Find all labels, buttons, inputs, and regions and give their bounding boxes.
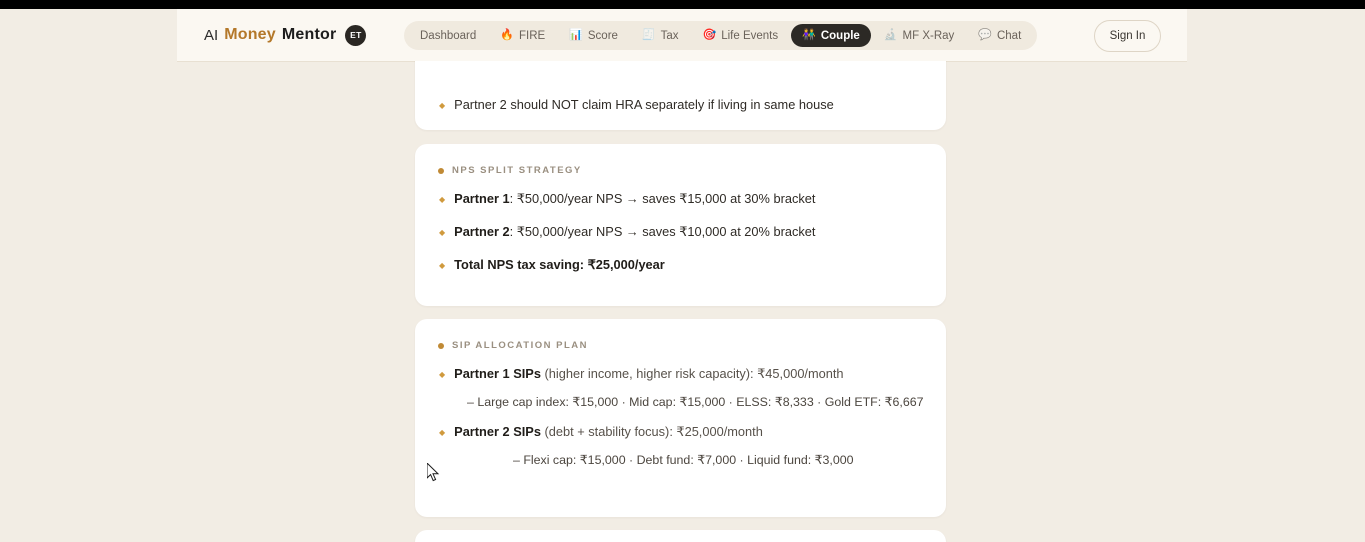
nps-partner1-label: Partner 1 [454,191,510,206]
nav-label-couple: Couple [820,29,860,42]
sip-card-title: SIP ALLOCATION PLAN [452,340,588,351]
nav-item-fire[interactable] [489,24,556,47]
sip-partner2-detail: (debt + stability focus): ₹25,000/month [540,424,763,439]
nav-label-chat: Chat [996,29,1022,42]
sip-partner1-label: Partner 1 SIPs [454,366,541,381]
sip-partner1-line [454,365,918,384]
card-label [415,319,946,351]
nav-label-fire: FIRE [518,29,546,42]
nav-item-tax[interactable] [631,24,690,47]
brand-badge: ET [345,25,366,46]
bullet-diamond-icon: ◆ [439,101,446,110]
browser-chrome-bar [0,0,1365,9]
nav-label-dashboard: Dashboard [420,29,477,42]
sip-allocation-plan-card [415,319,946,517]
bullet-diamond-icon: ◆ [439,428,446,437]
microscope-icon: 🔬 [883,29,898,41]
brand-mentor-text: Mentor [281,26,337,43]
nav-item-mf-xray[interactable] [873,24,965,47]
table-row [415,256,946,275]
nav-item-couple[interactable] [791,24,871,47]
bullet-diamond-icon: ◆ [439,370,446,379]
main-content [177,61,1187,542]
nps-total-label: Total NPS tax saving: ₹25,000/year [454,257,665,272]
couple-icon: 👫 [802,29,816,41]
nps-split-strategy-card [415,144,946,306]
nps-total-line [454,256,918,275]
sign-in-button[interactable]: Sign In [1094,20,1161,52]
hra-bullet-text: Partner 2 should NOT claim HRA separately if living in same house [454,97,834,112]
label-dot-icon [438,168,444,174]
brand-money-text: Money [224,26,276,43]
nps-partner2-line [454,223,918,242]
nps-partner1-line [454,190,918,209]
sip-partner2-label: Partner 2 SIPs [454,424,541,439]
nav-label-score: Score [587,29,618,42]
table-row [415,423,946,442]
sip-partner2-breakdown: – Flexi cap: ₹15,000 · Debt fund: ₹7,000 · Liquid fund: ₹3,000 [513,453,854,467]
table-row [415,223,946,242]
table-row [415,365,946,384]
table-row [415,190,946,209]
fire-icon: 🔥 [500,29,514,41]
sip-partner1-detail: (higher income, higher risk capacity): ₹45,000/month [540,366,844,381]
sip-partner1-breakdown: – Large cap index: ₹15,000 · Mid cap: ₹15,000 · ELSS: ₹8,333 · Gold ETF: ₹6,667 [467,395,924,409]
bullet-diamond-icon: ◆ [439,261,446,270]
label-dot-icon [438,343,444,349]
receipt-icon: 🧾 [641,29,656,41]
nav-label-mf-xray: MF X-Ray [902,29,955,42]
brand-logo[interactable] [204,25,366,46]
bar-chart-icon: 📊 [569,29,583,41]
bullet-diamond-icon: ◆ [439,195,446,204]
hra-strategy-card [415,61,946,130]
page-left-gutter [0,0,177,542]
nav-label-tax: Tax [660,29,679,42]
chat-bubble-icon: 💬 [978,29,992,41]
nps-partner2-detail: : ₹50,000/year NPS → saves ₹10,000 at 20% bracket [509,224,816,239]
page-right-gutter [1187,0,1365,542]
nav-item-dashboard[interactable] [409,24,487,47]
next-card [415,530,946,542]
nav-item-chat[interactable] [967,24,1032,47]
sip-partner2-line [454,423,918,442]
nav-item-score[interactable] [558,24,629,47]
nps-partner2-label: Partner 2 [454,224,510,239]
main-nav [404,21,1037,50]
card-label [415,144,946,176]
nav-label-life-events: Life Events [721,29,779,42]
list-item [415,96,946,115]
nav-item-life-events[interactable] [692,24,790,47]
nps-partner1-detail: : ₹50,000/year NPS → saves ₹15,000 at 30% bracket [509,191,816,206]
target-icon: 🎯 [702,29,717,41]
bullet-diamond-icon: ◆ [439,228,446,237]
nps-card-title: NPS SPLIT STRATEGY [452,165,582,176]
brand-ai-text: AI [204,26,219,44]
